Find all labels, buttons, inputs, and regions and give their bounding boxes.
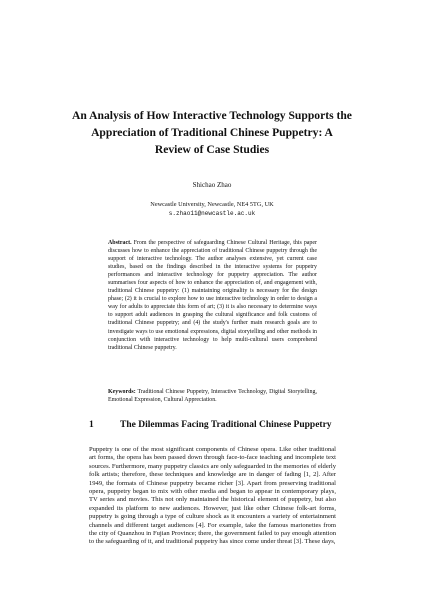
author-name: Shichao Zhao [192, 181, 232, 189]
author-email: s.zhao11@newcastle.ac.uk [168, 210, 256, 217]
section-title: The Dilemmas Facing Traditional Chinese Puppetry [120, 420, 332, 430]
abstract-label: Abstract. [108, 240, 132, 246]
keywords-label: Keywords: [108, 389, 136, 395]
section-number: 1 [89, 420, 94, 430]
section-heading [89, 420, 349, 430]
body-paragraph: Puppetry is one of the most significant components of Chinese opera. Like other traditional art forms, the opera has been passed down through face-to-face teaching and incomplete text sources. Furthermore, many puppetry classics are only safeguarded in the memories of elderly folk artists; therefore, these techniques and knowledge are in danger of fading [1, 2]. After 1949, the formats of Chinese puppetry became richer [3]. Apart from preserving traditional opera, puppetry began to mix with other media and began to appear in contemporary plays, TV series and movies. This not only maintained the historical element of puppetry, but also expanded its platform to new audiences. However, just like other Chinese folk-art forms, puppetry is going through a type of culture shock as it encounters a variety of entertainment channels and different target audiences [4]. For example, take the famous marionettes from the city of Quanzhou in Fujian Province; there, the government failed to pay enough attention to the safeguarding of it, and traditional puppetry has since come under threat [3]. These days, [89, 446, 336, 546]
abstract [108, 239, 317, 352]
keywords-text: Traditional Chinese Puppetry, Interactive Technology, Digital Storytelling, Emotional Expression, Cultural Appreciation. [108, 389, 317, 404]
author-affiliation: Newcastle University, Newcastle, NE4 5TG, UK [150, 201, 274, 208]
abstract-text: From the perspective of safeguarding Chinese Cultural Heritage, this paper discusses how to enhance the appreciation of traditional Chinese puppetry through the support of interactive technology. The author analyses extensive, yet current case studies, based on the findings described in the interactive systems for puppetry performances and interactive technology for puppetry appreciation. The author summarises four aspects of how to enhance the appreciation of, and engagement with, traditional Chinese puppetry: (1) maintaining originality is necessary for the design phase; (2) it is crucial to explore how to use interactive technology in order to design a way for adults to appreciate this form of art; (3) it is also necessary to determine ways to support adult audiences in grasping the cultural significance and folk customs of traditional Chinese puppetry; and (4) the study's further main research goals are to investigate ways to use emotional expressions, digital storytelling and other methods in conjunction with interactive technology to help multi-cultural users comprehend traditional Chinese puppetry. [108, 240, 318, 351]
paper-title: An Analysis of How Interactive Technology Supports the Appreciation of Traditional Chinese Puppetry: A Review of Case Studies [72, 109, 352, 156]
keywords [108, 388, 317, 404]
